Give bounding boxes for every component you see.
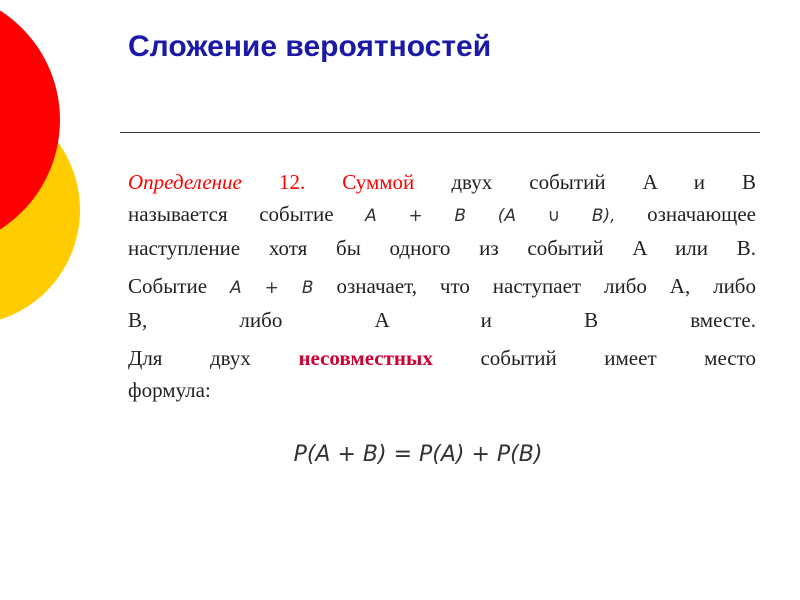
incompatible-line-1-a: Для двух [128, 346, 251, 370]
slide-title: Сложение вероятностей [128, 30, 492, 63]
sum-union-formula: A + B (A ∪ B), [365, 206, 616, 226]
definition-label: Определение [128, 170, 242, 194]
event-line-1 [128, 270, 756, 304]
event-paragraph [128, 270, 756, 336]
definition-paragraph [128, 166, 756, 264]
event-line-1-a: Событие [128, 274, 208, 298]
definition-line-2-b: означающее [647, 202, 756, 226]
incompatible-line-1-b: событий имеет место [480, 346, 757, 370]
definition-line-2 [128, 198, 756, 232]
definition-line-1 [128, 166, 757, 198]
definition-line-2-a: называется событие [128, 202, 334, 226]
incompatible-emphasis: несовместных [298, 346, 433, 370]
definition-number: 12. [278, 170, 306, 194]
addition-formula: P(A + B) = P(A) + P(B) [293, 442, 543, 467]
event-line-2: B, либо A и B вместе. [128, 308, 756, 332]
definition-line-3: наступление хотя бы одного из событий A или B. [128, 236, 756, 260]
incompatible-paragraph [128, 342, 756, 406]
definition-line-1-rest: двух событий A и B [451, 170, 757, 194]
incompatible-line-1 [128, 342, 757, 374]
slide-body [128, 166, 756, 412]
definition-term: Суммой [342, 170, 415, 194]
title-divider [120, 132, 760, 133]
event-line-1-b: означает, что наступает либо A, либо [336, 274, 756, 298]
incompatible-line-2: формула: [128, 378, 211, 402]
sum-formula: A + B [229, 278, 314, 298]
